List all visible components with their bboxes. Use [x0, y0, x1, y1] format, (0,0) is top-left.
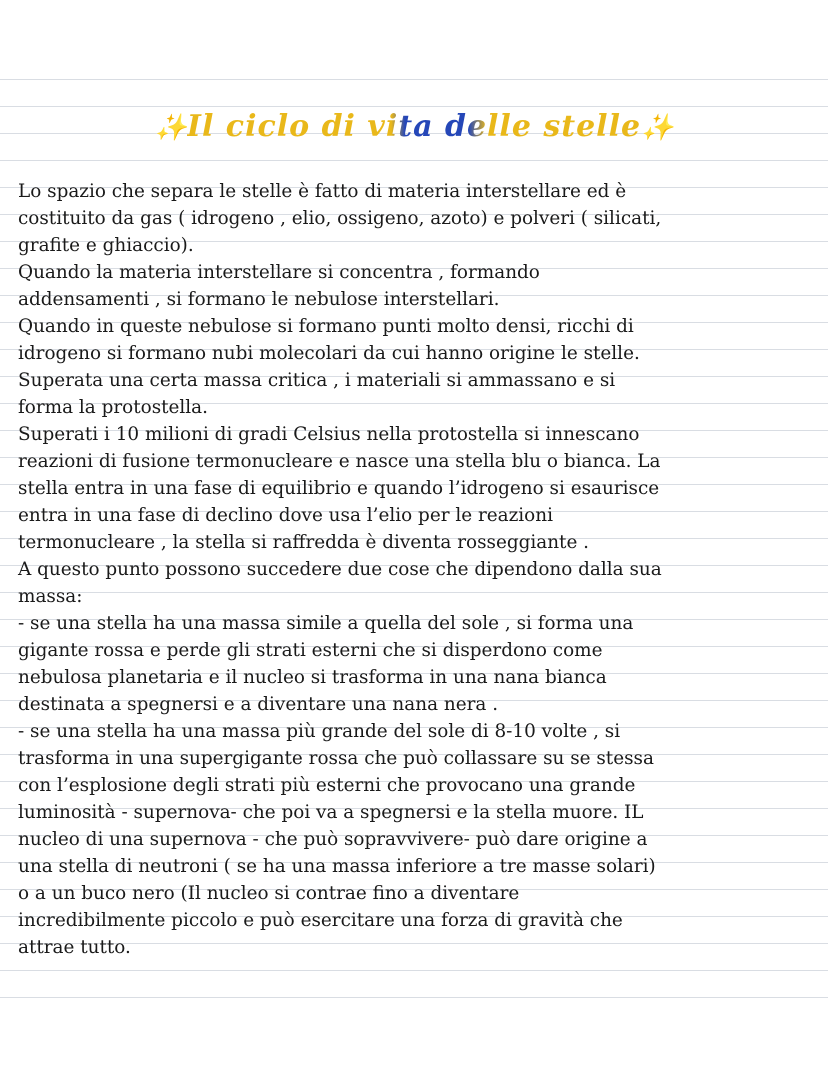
- sparkle-icon: ✨: [154, 113, 187, 143]
- bottom-margin: [0, 1012, 828, 1069]
- text-line: una stella di neutroni ( se ha una massa inferiore a tre masse solari): [18, 856, 656, 877]
- text-line: costituito da gas ( idrogeno , elio, ossigeno, azoto) e polveri ( silicati,: [18, 208, 662, 229]
- text-line: nucleo di una supernova - che può sopravvivere- può dare origine a: [18, 829, 648, 850]
- text-line: forma la protostella.: [18, 397, 208, 418]
- text-line: attrae tutto.: [18, 937, 131, 958]
- text-line: Superati i 10 milioni di gradi Celsius nella protostella si innescano: [18, 424, 640, 445]
- text-line: Quando in queste nebulose si formano punti molto densi, ricchi di: [18, 316, 634, 337]
- text-line: gigante rossa e perde gli strati esterni che si disperdono come: [18, 640, 603, 661]
- text-line: addensamenti , si formano le nebulose interstellari.: [18, 289, 500, 310]
- text-line: massa:: [18, 586, 83, 607]
- text-line: trasforma in una supergigante rossa che può collassare su se stessa: [18, 748, 654, 769]
- text-line: entra in una fase di declino dove usa l’elio per le reazioni: [18, 505, 553, 526]
- text-line: idrogeno si formano nubi molecolari da cui hanno origine le stelle.: [18, 343, 640, 364]
- text-line: Lo spazio che separa le stelle è fatto di materia interstellare ed è: [18, 181, 627, 202]
- text-line: incredibilmente piccolo e può esercitare una forza di gravità che: [18, 910, 623, 931]
- text-line: Superata una certa massa critica , i materiali si ammassano e si: [18, 370, 616, 391]
- title-text: Il ciclo di vita delle stelle: [186, 109, 642, 144]
- text-line: con l’esplosione degli strati più esterni che provocano una grande: [18, 775, 636, 796]
- text-line: - se una stella ha una massa simile a quella del sole , si forma una: [18, 613, 634, 634]
- text-line: termonucleare , la stella si raffredda è diventa rosseggiante .: [18, 532, 590, 553]
- text-line: o a un buco nero (Il nucleo si contrae fino a diventare: [18, 883, 520, 904]
- text-line: Quando la materia interstellare si concentra , formando: [18, 262, 540, 283]
- text-line: A questo punto possono succedere due cose che dipendono dalla sua: [18, 559, 662, 580]
- document-body: [18, 178, 818, 961]
- text-line: nebulosa planetaria e il nucleo si trasforma in una nana bianca: [18, 667, 607, 688]
- top-margin: [0, 0, 828, 79]
- text-line: destinata a spegnersi e a diventare una nana nera .: [18, 694, 499, 715]
- page-title: [0, 100, 828, 155]
- text-line: grafite e ghiaccio).: [18, 235, 194, 256]
- text-line: reazioni di fusione termonucleare e nasce una stella blu o bianca. La: [18, 451, 661, 472]
- sparkle-icon: ✨: [641, 113, 674, 143]
- text-line: luminosità - supernova- che poi va a spegnersi e la stella muore. IL: [18, 802, 644, 823]
- text-line: stella entra in una fase di equilibrio e quando l’idrogeno si esaurisce: [18, 478, 660, 499]
- text-line: - se una stella ha una massa più grande del sole di 8-10 volte , si: [18, 721, 621, 742]
